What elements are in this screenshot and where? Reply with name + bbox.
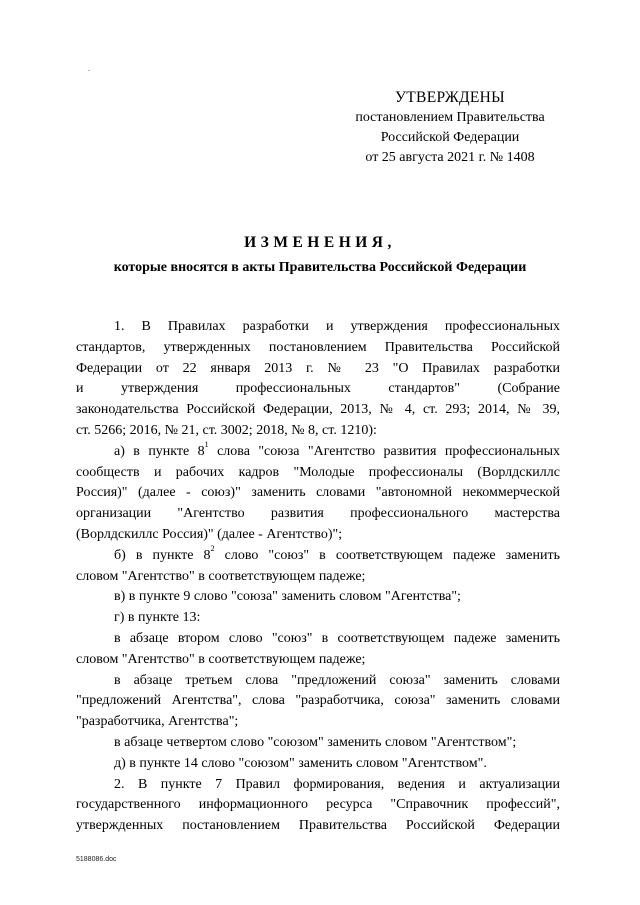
paragraph-line (76, 546, 560, 567)
line-text: а) в пункте 8 (114, 443, 205, 459)
paragraph-line: 2. В пункте 7 Правил формирования, ведения и актуализации (114, 776, 560, 792)
document-subtitle: которые вносятся в акты Правительства Российской Федерации (113, 260, 527, 275)
approval-line: постановлением Правительства (355, 110, 545, 125)
paragraph-line: сообществ и рабочих кадров "Молодые профессионалы (Ворлдскиллс (76, 464, 560, 480)
paragraph-line: утвержденных постановлением Правительства Российской Федерации (76, 818, 560, 834)
line-text: б) в пункте 8 (114, 547, 211, 563)
approval-title: УТВЕРЖДЕНЫ (395, 89, 505, 106)
approval-line: от 25 августа 2021 г. № 1408 (365, 150, 535, 165)
paragraph-line: в абзаце третьем слова "предложений союза" заменить словами (114, 672, 560, 688)
superscript: 1 (204, 440, 209, 450)
paragraph-line: г) в пункте 13: (114, 610, 201, 626)
paragraph-line: д) в пункте 14 слово "союзом" заменить словом "Агентством". (114, 755, 487, 771)
paragraph-line (76, 442, 560, 463)
paragraph-line: словом "Агентство" в соответствующем падеже; (76, 568, 366, 584)
paragraph-line: государственного информационного ресурса "Справочник профессий", (76, 797, 560, 813)
paragraph-line: стандартов, утвержденных постановлением Правительства Российской (76, 339, 560, 355)
paragraph-line: 1. В Правилах разработки и утверждения профессиональных (114, 319, 560, 334)
approval-block (340, 88, 560, 168)
paragraph-line: организации "Агентство развития профессионального мастерства (76, 506, 560, 522)
paragraph-line: (Ворлдскиллс Россия)" (далее - Агентство)"; (76, 526, 343, 542)
document-body (76, 317, 560, 837)
paragraph-line: законодательства Российской Федерации, 2013, № 4, ст. 293; 2014, № 39, (76, 402, 560, 418)
scan-mark (88, 70, 90, 71)
paragraph-line: в) в пункте 9 слово "союза" заменить словом "Агентства"; (114, 589, 461, 605)
paragraph-line: словом "Агентство" в соответствующем падеже; (76, 651, 366, 667)
approval-line: Российской Федерации (380, 130, 520, 145)
line-text: слова "союза "Агентство развития профессиональных (208, 443, 560, 459)
document-id: 5188086.doc (76, 856, 117, 863)
document-title: ИЗМЕНЕНИЯ, (244, 234, 396, 251)
paragraph-line: Россия)" (далее - союз)" заменить словами "автономной некоммерческой (76, 485, 560, 501)
paragraph-line: в абзаце втором слово "союз" в соответствующем падеже заменить (114, 630, 560, 646)
paragraph-line: и утверждения профессиональных стандартов" (Собрание (76, 381, 560, 397)
paragraph-line: ст. 5266; 2016, № 21, ст. 3002; 2018, № 8, ст. 1210): (76, 422, 377, 438)
paragraph-line: "предложений Агентства", слова "разработчика, союза" заменить словами (76, 693, 560, 709)
superscript: 2 (210, 544, 215, 554)
paragraph-line: в абзаце четвертом слово "союзом" заменить словом "Агентством"; (114, 734, 517, 750)
line-text: слово "союз" в соответствующем падеже заменить (214, 547, 560, 563)
paragraph-line: "разработчика, Агентства"; (76, 714, 239, 730)
paragraph-line: Федерации от 22 января 2013 г. № 23 "О Правилах разработки (76, 360, 560, 376)
